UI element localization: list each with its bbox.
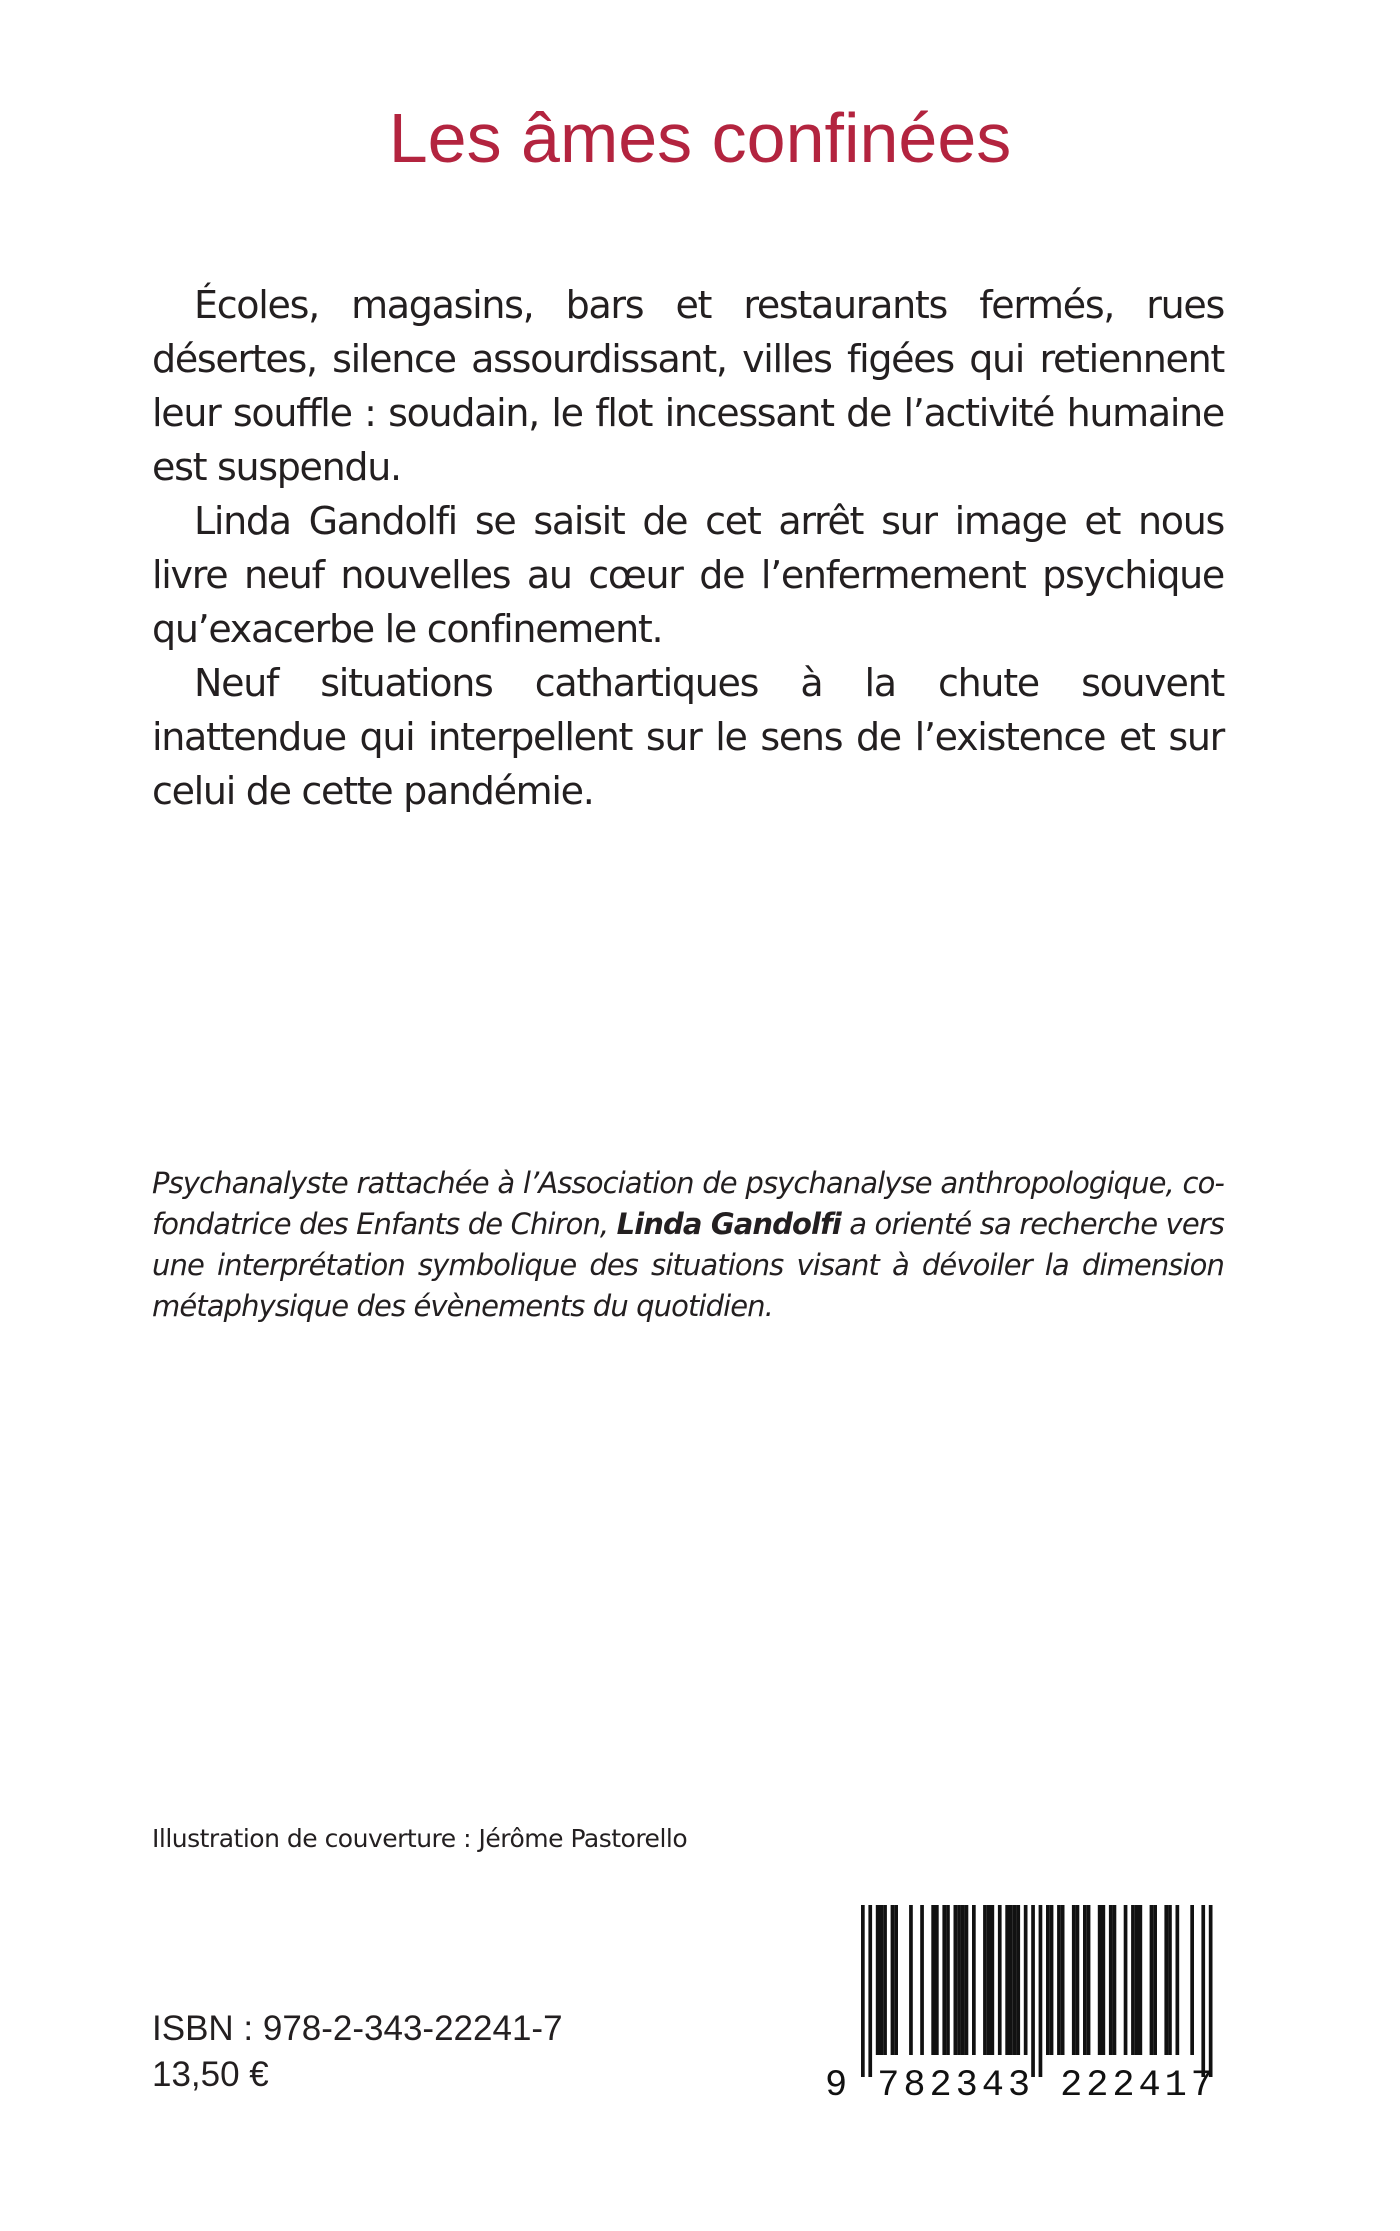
ean-barcode <box>825 1905 1221 2101</box>
author-bio <box>152 1163 1224 1327</box>
barcode-bar <box>1005 1905 1009 2055</box>
barcode-bar <box>894 1905 898 2055</box>
blurb-paragraph: Linda Gandolfi se saisit de cet arrêt sur image et nous livre neuf nouvelles au cœur de l’enfermement psychique qu’exacerbe le confinement. <box>152 499 1224 651</box>
barcode-bar <box>1209 1905 1213 2077</box>
barcode-digits: 9 782343 222417 <box>825 2065 1213 2101</box>
barcode-bars <box>861 1905 1213 2077</box>
barcode-bar <box>880 1905 884 2055</box>
barcode-bar <box>1139 1905 1143 2055</box>
barcode-bar <box>1135 1905 1139 2055</box>
barcode-bar <box>1039 1905 1043 2077</box>
isbn: ISBN : 978-2-343-22241-7 <box>152 2009 563 2048</box>
barcode-bar <box>1102 1905 1106 2055</box>
barcode-bar <box>1016 1905 1020 2055</box>
barcode-bar <box>883 1905 887 2055</box>
barcode-bar <box>998 1905 1002 2055</box>
barcode-bar <box>1190 1905 1194 2055</box>
barcode-bar <box>946 1905 950 2055</box>
book-title: Les âmes confinées <box>388 99 1012 177</box>
barcode-bar <box>1057 1905 1061 2055</box>
barcode-bar <box>1109 1905 1113 2055</box>
barcode-bar <box>1076 1905 1080 2055</box>
barcode-bar <box>1131 1905 1135 2055</box>
barcode-bar <box>868 1905 872 2077</box>
barcode-bar <box>861 1905 865 2077</box>
barcode-bar <box>1150 1905 1154 2055</box>
barcode-bar <box>1113 1905 1117 2055</box>
barcode-bar <box>891 1905 895 2055</box>
barcode-bar <box>920 1905 924 2055</box>
author-bio-text: a orienté sa recherche vers une interprétation symbolique des situations visant à dévoiler la dimension métaphysique des évènements du quotidien. <box>152 1207 1224 1323</box>
barcode-graphic <box>825 1905 1221 2101</box>
barcode-bar <box>1083 1905 1087 2055</box>
barcode-bar <box>1024 1905 1028 2055</box>
barcode-bar <box>965 1905 969 2055</box>
barcode-bar <box>991 1905 995 2055</box>
price: 13,50 € <box>152 2055 269 2094</box>
barcode-bar <box>1013 1905 1017 2055</box>
blurb-paragraph: Neuf situations cathartiques à la chute souvent inattendue qui interpellent sur le sens de l’existence et sur celui de cette pandémie. <box>152 661 1224 813</box>
barcode-bar <box>1031 1905 1035 2077</box>
barcode-bar <box>972 1905 976 2055</box>
barcode-bar <box>1168 1905 1172 2055</box>
barcode-bar <box>1201 1905 1205 2077</box>
back-cover-blurb <box>152 278 1224 818</box>
barcode-bar <box>1072 1905 1076 2055</box>
barcode-bar <box>1061 1905 1065 2055</box>
barcode-bar <box>1098 1905 1102 2055</box>
barcode-bar <box>1046 1905 1050 2055</box>
blurb-paragraph: Écoles, magasins, bars et restaurants fermés, rues désertes, silence assourdissant, villes figées qui retiennent leur souffle : soudain, le flot incessant de l’activité humaine est suspendu. <box>152 283 1224 489</box>
barcode-bar <box>909 1905 913 2055</box>
barcode-bar <box>961 1905 965 2055</box>
barcode-bar <box>987 1905 991 2055</box>
barcode-bar <box>876 1905 880 2055</box>
illustration-credit: Illustration de couverture : Jérôme Pastorello <box>152 1824 688 1853</box>
barcode-bar <box>942 1905 946 2055</box>
barcode-bar <box>1050 1905 1054 2055</box>
barcode-bar <box>983 1905 987 2055</box>
barcode-bar <box>1009 1905 1013 2055</box>
barcode-bar <box>1176 1905 1180 2055</box>
barcode-bar <box>1124 1905 1128 2055</box>
barcode-bar <box>1087 1905 1091 2055</box>
barcode-bar <box>935 1905 939 2055</box>
barcode-bar <box>1153 1905 1157 2055</box>
barcode-bar <box>957 1905 961 2055</box>
barcode-bar <box>954 1905 958 2055</box>
barcode-bar <box>1164 1905 1168 2055</box>
barcode-bar <box>931 1905 935 2055</box>
author-name: Linda Gandolfi <box>616 1207 841 1241</box>
author-bio-text: Psychanalyste rattachée à l’Association de psychanalyse anthropologique, co-fondatrice des Enfants de Chiron, <box>152 1166 1224 1241</box>
